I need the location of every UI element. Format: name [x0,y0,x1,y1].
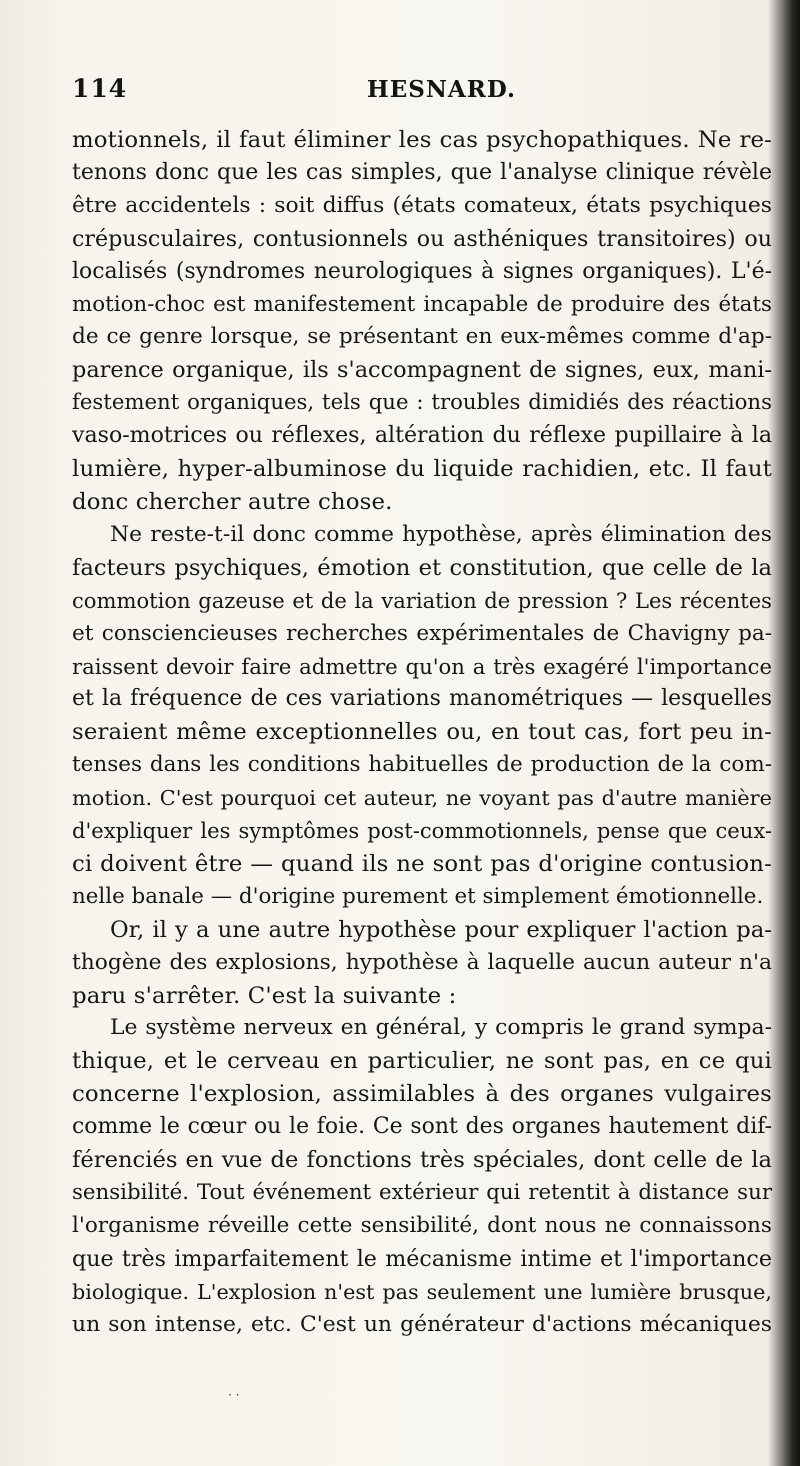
text-line: motionnels, il faut éliminer les cas psychopathiques. Ne re- [72,127,772,153]
paragraph [72,1012,772,1341]
text-line: vaso-motrices ou réflexes, altération du réflexe pupillaire à la [72,423,772,449]
running-head: HESNARD. [367,76,516,103]
page-number: 114 [72,74,128,103]
text-line: Or, il y a une autre hypothèse pour expliquer l'action pa- [110,916,772,943]
text-line: crépusculaires, contusionnels ou asthéniques transitoires) ou [72,225,772,252]
text-line: que très imparfaitement le mécanisme intime et l'importance [72,1245,772,1272]
text-line: d'expliquer les symptômes post-commotionnels, pense que ceux- [72,818,772,844]
text-line: donc chercher autre chose. [72,488,393,515]
text-line: motion-choc est manifestement incapable de produire des états [72,291,772,317]
text-line: festement organiques, tels que : troubles dimidiés des réactions [72,390,772,416]
text-line: parence organique, ils s'accompagnent de signes, eux, mani- [72,357,772,384]
text-line: paru s'arrêter. C'est la suivante : [72,982,457,1009]
text-line: ci doivent être — quand ils ne sont pas d'origine contusion- [72,850,772,877]
text-line: comme le cœur ou le foie. Ce sont des organes hautement dif- [72,1114,772,1140]
text-line: thogène des explosions, hypothèse à laquelle aucun auteur n'a [72,949,772,975]
text-line: sensibilité. Tout événement extérieur qui retentit à distance sur [72,1180,772,1205]
paragraph [72,519,772,914]
text-line: biologique. L'explosion n'est pas seulement une lumière brusque, [72,1279,772,1304]
paragraph [72,914,772,1013]
ink-specks: · · [228,1388,240,1402]
text-line: concerne l'explosion, assimilables à des organes vulgaires [72,1081,772,1108]
text-line: lumière, hyper-albuminose du liquide rachidien, etc. Il faut [72,456,772,483]
text-line: motion. C'est pourquoi cet auteur, ne voyant pas d'autre manière [72,786,772,811]
text-line: commotion gazeuse et de la variation de pression ? Les récentes [72,587,772,613]
text-line: Le système nerveux en général, y compris le grand sympa- [110,1015,772,1041]
text-line: férenciés en vue de fonctions très spéciales, dont celle de la [72,1147,772,1174]
text-line: un son intense, etc. C'est un générateur d'actions mécaniques [72,1311,772,1337]
text-line: être accidentels : soit diffus (états comateux, états psychiques [72,192,772,218]
text-line: raissent devoir faire admettre qu'on a très exagéré l'importance [72,653,772,679]
text-line: Ne reste-t-il donc comme hypothèse, après élimination des [110,521,772,547]
text-line: tenons donc que les cas simples, que l'analyse clinique révèle [72,159,772,185]
text-line: et consciencieuses recherches expérimentales de Chavigny pa- [72,620,772,646]
text-line: de ce genre lorsque, se présentant en eux-mêmes comme d'ap- [72,324,772,350]
text-line: et la fréquence de ces variations manométriques — lesquelles [72,686,772,712]
text-line: l'organisme réveille cette sensibilité, dont nous ne connaissons [72,1212,772,1238]
body-text [72,124,772,1342]
text-line: localisés (syndromes neurologiques à signes organiques). L'é- [72,258,772,284]
page-header [72,74,762,110]
text-line: facteurs psychiques, émotion et constitution, que celle de la [72,554,772,581]
text-line: tenses dans les conditions habituelles de production de la com- [72,752,772,778]
text-line: thique, et le cerveau en particulier, ne sont pas, en ce qui [72,1048,772,1075]
text-line: nelle banale — d'origine purement et simplement émotionnelle. [72,883,764,909]
paragraph [72,124,772,519]
text-line: seraient même exceptionnelles ou, en tout cas, fort peu in- [72,719,772,746]
